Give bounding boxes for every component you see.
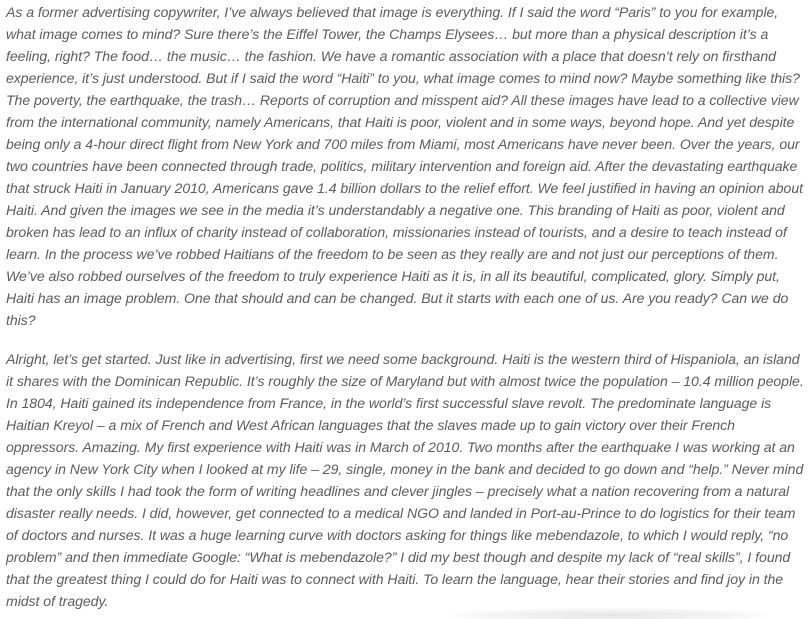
- paragraph-background: Alright, let’s get started. Just like in advertising, first we need some background. Haiti is the western third of Hispaniola, an island it shares with the Dominican Republic. It’s roughly the size of Maryland but with almost twice the population – 10.4 million people. In 1804, Haiti gained its independence from France, in the world’s first successful slave revolt. The predominate language is Haitian Kreyol – a mix of French and West African languages that the slaves made up to gain victory over their French oppressors. Amazing. My first experience with Haiti was in March of 2010. Two months after the earthquake I was working at an agency in New York City when I looked at my life – 29, single, money in the bank and decided to go down and “help.” Never mind that the only skills I had took the form of writing headlines and clever jingles – precisely what a nation recovering from a natural disaster really needs. I did, however, get connected to a medical NGO and landed in Port-au-Prince to do logistics for their team of doctors and nurses. It was a huge learning curve with doctors asking for things like mebendazole, to which I would reply, “no problem” and then immediate Google: “What is mebendazole?” I did my best though and despite my lack of “real skills”, I found that the greatest thing I could do for Haiti was to connect with Haiti. To learn the language, hear their stories and find joy in the midst of tragedy.: [6, 351, 804, 609]
- paragraph-intro: As a former advertising copywriter, I’ve always believed that image is everything. If I said the word “Paris” to you for example, what image comes to mind? Sure there’s the Eiffel Tower, the Champs Elysees… but more than a physical description it’s a feeling, right? The food… the music… the fashion. We have a romantic association with a place that doesn’t rely on firsthand experience, it’s just understood. But if I said the word “Haiti” to you, what image comes to mind now? Maybe something like this? The poverty, the earthquake, the trash… Reports of corruption and misspent aid? All these images have lead to a collective view from the international community, namely Americans, that Haiti is poor, violent and in some ways, beyond hope. And yet despite being only a 4-hour direct flight from New York and 700 miles from Miami, most Americans have never been. Over the years, our two countries have been connected through trade, politics, military intervention and foreign aid. After the devastating earthquake that struck Haiti in January 2010, Americans gave 1.4 billion dollars to the relief effort. We feel justified in having an opinion about Haiti. And given the images we see in the media it’s understandably a negative one. This branding of Haiti as poor, violent and broken has lead to an influx of charity instead of collaboration, missionaries instead of tourists, and a desire to teach instead of learn. In the process we’ve robbed Haitians of the freedom to be seen as they really are and not just our perceptions of them. We’ve also robbed ourselves of the freedom to truly experience Haiti as it is, in all its beautiful, complicated, glory. Simply put, Haiti has an image problem. One that should and can be changed. But it starts with each one of us. Are you ready? Can we do this?: [6, 4, 803, 328]
- article-body: [6, 1, 806, 619]
- floating-panel-shadow: [450, 608, 770, 619]
